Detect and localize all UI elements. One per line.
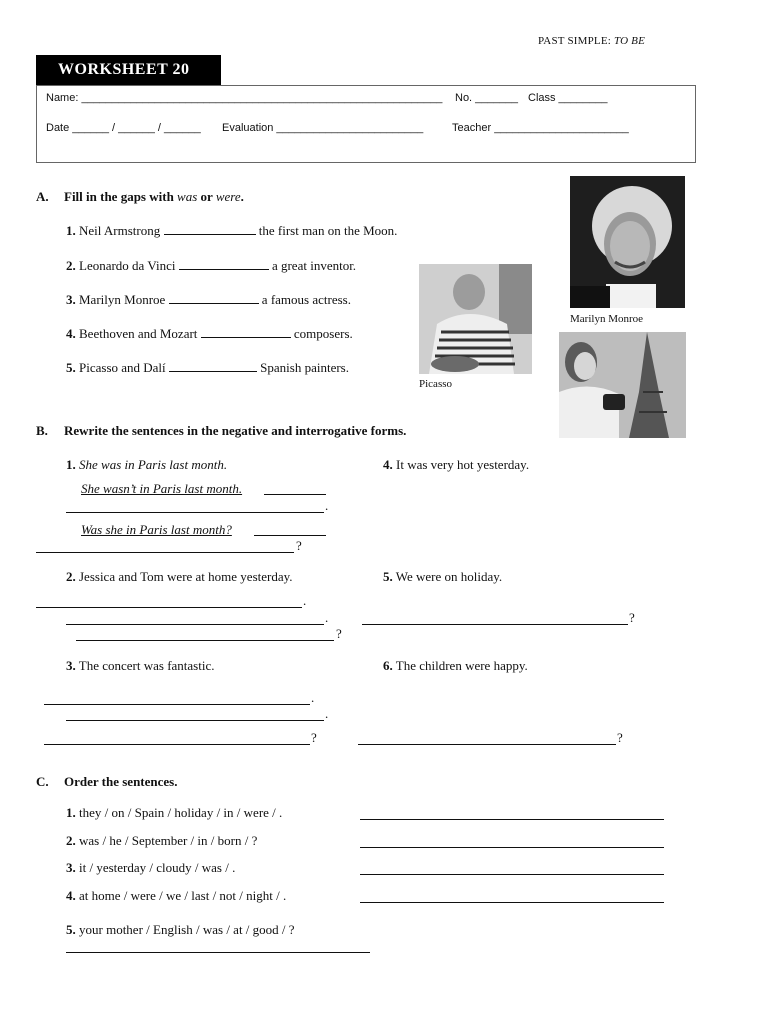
section-b-heading: B. Rewrite the sentences in the negative and interrogative forms.	[36, 423, 407, 438]
gap-input[interactable]	[169, 371, 257, 372]
answer-line	[264, 494, 326, 495]
section-b-item-4: 4. It was very hot yesterday.	[383, 457, 530, 472]
answer-line[interactable]	[358, 744, 616, 745]
answer-line[interactable]	[66, 624, 324, 625]
teacher-field[interactable]: Teacher ______________________	[452, 122, 629, 134]
picasso-caption: Picasso	[419, 378, 452, 390]
answer-line[interactable]	[360, 902, 664, 903]
section-a-letter: A.	[36, 189, 49, 204]
paris-girl-photo	[559, 332, 686, 438]
section-c-item-3: 3. it / yesterday / cloudy / was / .	[66, 860, 236, 875]
section-a-item-1: 1. Neil Armstrong the first man on the Moon.	[66, 223, 398, 238]
section-c-heading: C. Order the sentences.	[36, 774, 178, 789]
section-a-item-2: 2. Leonardo da Vinci a great inventor.	[66, 258, 357, 273]
class-field[interactable]: Class ________	[528, 92, 608, 104]
section-c-item-1: 1. they / on / Spain / holiday / in / were / .	[66, 805, 283, 820]
answer-line[interactable]	[360, 819, 664, 820]
answer-line[interactable]	[36, 607, 302, 608]
section-c-item-2: 2. was / he / September / in / born / ?	[66, 833, 258, 848]
section-b-item-2: 2. Jessica and Tom were at home yesterday.	[66, 569, 293, 584]
section-a-heading: A. Fill in the gaps with was or were.	[36, 189, 244, 204]
section-c-item-4: 4. at home / were / we / last / not / night / .	[66, 888, 287, 903]
answer-line[interactable]	[360, 874, 664, 875]
answer-line[interactable]	[44, 704, 310, 705]
section-b-item-1: 1. She was in Paris last month.	[66, 457, 228, 472]
answer-line[interactable]	[44, 744, 310, 745]
picasso-photo	[419, 264, 532, 374]
section-b-item-3: 3. The concert was fantastic.	[66, 658, 215, 673]
section-a-item-5: 5. Picasso and Dalí Spanish painters.	[66, 360, 349, 375]
answer-line[interactable]	[66, 952, 370, 953]
answer-line[interactable]	[66, 720, 324, 721]
answer-line[interactable]	[362, 624, 628, 625]
name-field[interactable]: Name: ___________________________________________________________	[46, 92, 443, 104]
gap-input[interactable]	[169, 303, 259, 304]
gap-input[interactable]	[164, 234, 256, 235]
topic-italic: TO BE	[613, 35, 646, 47]
answer-line[interactable]	[66, 512, 324, 513]
number-field[interactable]: No. _______	[455, 92, 518, 104]
answer-line[interactable]	[76, 640, 334, 641]
monroe-caption: Marilyn Monroe	[570, 313, 644, 325]
answer-line	[254, 535, 326, 536]
topic-prefix: PAST SIMPLE:	[538, 35, 612, 47]
gap-input[interactable]	[201, 337, 291, 338]
answer-line[interactable]	[360, 847, 664, 848]
evaluation-field[interactable]: Evaluation ________________________	[222, 122, 424, 134]
section-b-item-5: 5. We were on holiday.	[383, 569, 503, 584]
section-c-item-5: 5. your mother / English / was / at / good / ?	[66, 922, 295, 937]
marilyn-monroe-photo	[570, 176, 685, 308]
example-negative: She wasn’t in Paris last month.	[81, 481, 243, 496]
section-b-item-6: 6. The children were happy.	[383, 658, 528, 673]
example-question: Was she in Paris last month?	[81, 522, 232, 537]
worksheet-topic	[538, 35, 645, 47]
date-field[interactable]: Date ______ / ______ / ______	[46, 122, 201, 134]
section-a-item-4: 4. Beethoven and Mozart composers.	[66, 326, 353, 341]
gap-input[interactable]	[179, 269, 269, 270]
section-a-item-3: 3. Marilyn Monroe a famous actress.	[66, 292, 351, 307]
worksheet-title: WORKSHEET 20	[36, 55, 221, 85]
answer-line[interactable]	[36, 552, 294, 553]
